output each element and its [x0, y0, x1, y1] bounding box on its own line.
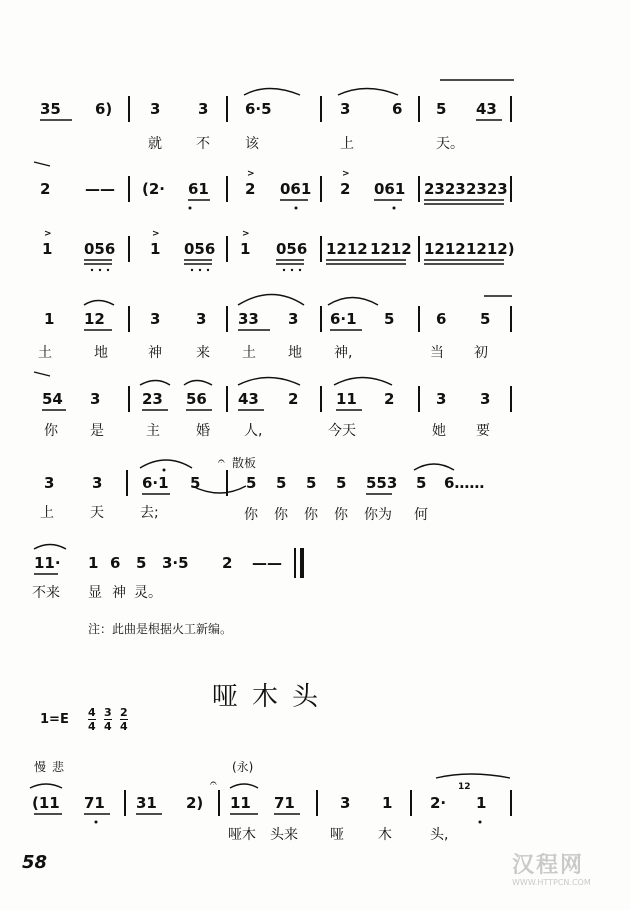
octave-dot: [199, 269, 201, 271]
slur: [328, 298, 378, 306]
barline: [226, 306, 228, 332]
barline: [128, 386, 130, 412]
note: 3: [480, 390, 491, 408]
lyric: 你: [44, 423, 58, 439]
octave-dot: [283, 269, 285, 271]
note: 2: [40, 180, 51, 198]
note: 5: [276, 474, 287, 492]
slur: [338, 89, 398, 96]
note: 6: [436, 310, 447, 328]
lyric: 哑: [330, 827, 344, 843]
lyric: 她: [432, 423, 446, 439]
note-group: 43: [238, 390, 259, 408]
watermark-url: WWW.HTTPCN.COM: [512, 878, 591, 887]
footnote: 注：此曲是根据火工新编。: [88, 622, 233, 636]
note-group: 1212: [326, 240, 368, 258]
octave-dot: [291, 269, 293, 271]
octave-dot: [207, 269, 209, 271]
note: 1: [42, 240, 53, 258]
octave-dot: [91, 269, 93, 271]
note: 5: [384, 310, 395, 328]
note-group: 31: [136, 794, 157, 812]
barline: [418, 176, 420, 202]
barline: [218, 790, 220, 816]
note: 3: [44, 474, 55, 492]
sanban-marking: 散板: [232, 456, 257, 470]
note: 3: [90, 390, 101, 408]
note-group: 056: [184, 240, 216, 258]
note: 3: [288, 310, 299, 328]
note-group: 1212: [370, 240, 412, 258]
note: 5: [306, 474, 317, 492]
note: 3: [436, 390, 447, 408]
lyric: 神: [148, 345, 162, 361]
note: 1: [44, 310, 55, 328]
barline: [510, 386, 512, 412]
note-group: 6·1: [142, 474, 169, 492]
note-group: 553: [366, 474, 398, 492]
note: 2: [222, 554, 233, 572]
note: 5: [136, 554, 147, 572]
slur: [238, 378, 300, 386]
lyric: 你: [274, 507, 288, 523]
barline: [510, 790, 512, 816]
barline: [128, 306, 130, 332]
slur: [334, 378, 392, 386]
octave-dot: [189, 207, 192, 210]
lyric: 地: [288, 345, 302, 361]
note-group: 35: [40, 100, 61, 118]
lyric: 不来: [32, 585, 60, 601]
lyric: 木: [378, 827, 392, 843]
intro-tag: (永): [232, 760, 254, 774]
note: 5: [190, 474, 201, 492]
note: 5: [436, 100, 447, 118]
tempo-marking: 慢悲: [34, 760, 71, 774]
barline: [418, 386, 420, 412]
note-group: 2·: [430, 794, 447, 812]
accent-mark: >: [247, 169, 255, 179]
lyric: 你: [334, 507, 348, 523]
final-barline-thick: [300, 548, 304, 578]
lyric: 你: [304, 507, 318, 523]
lyric: 显: [88, 585, 102, 601]
note: 1: [150, 240, 161, 258]
note-group: 11: [336, 390, 357, 408]
note-group: 43: [476, 100, 497, 118]
lyric: 土: [242, 345, 256, 361]
note: 3: [150, 100, 161, 118]
barline: [226, 386, 228, 412]
lyric: 去;: [140, 505, 159, 521]
note-group: 2): [186, 794, 204, 812]
note: 3: [198, 100, 209, 118]
barline: [320, 96, 322, 122]
note-group: (11: [32, 794, 60, 812]
barline: [226, 236, 228, 262]
note-group: 12: [84, 310, 105, 328]
page-number: 58: [22, 852, 48, 873]
meter-4-4: 4 4: [88, 706, 96, 733]
octave-dot: [107, 269, 109, 271]
tie: [34, 372, 50, 376]
note-group: 61: [188, 180, 209, 198]
note: 2: [384, 390, 395, 408]
slur: [84, 301, 114, 306]
octave-dot: [299, 269, 301, 271]
lyric: 天。: [436, 136, 464, 152]
lyric: 初: [474, 345, 488, 361]
barline: [226, 176, 228, 202]
barline: [226, 470, 228, 496]
note: 5: [480, 310, 491, 328]
final-barline-thin: [294, 548, 296, 578]
octave-dot: [295, 207, 298, 210]
note-group: 056: [84, 240, 116, 258]
barline: [510, 96, 512, 122]
key-signature: 1=E: [40, 712, 69, 727]
barline: [124, 790, 126, 816]
barline: [510, 176, 512, 202]
accent-mark: >: [44, 229, 52, 239]
watermark-name: 汉程网: [512, 853, 585, 878]
note-group: 23: [142, 390, 163, 408]
note: 1: [88, 554, 99, 572]
lyric: 要: [476, 423, 490, 439]
octave-dot: [99, 269, 101, 271]
note: 2: [245, 180, 256, 198]
octave-dot: [191, 269, 193, 271]
note: 3: [340, 100, 351, 118]
barline: [320, 386, 322, 412]
slur: [238, 295, 304, 306]
lyric: 是: [90, 423, 104, 439]
note-group: 54: [42, 390, 63, 408]
barline: [418, 96, 420, 122]
lyric: 何: [414, 507, 428, 523]
lyric: 天: [90, 505, 104, 521]
octave-dot: [393, 207, 396, 210]
dash: ——: [252, 554, 282, 572]
note-group: 71: [274, 794, 295, 812]
note: 5: [246, 474, 257, 492]
note: 1: [382, 794, 393, 812]
lyric: 哑木: [228, 827, 256, 843]
dash: ——: [85, 180, 115, 198]
note-group: 061: [280, 180, 312, 198]
lyric: 今天: [328, 423, 356, 439]
lyric: 头来: [270, 827, 298, 843]
octave-dot: [163, 469, 166, 472]
barline: [226, 96, 228, 122]
note-group: 1212: [424, 240, 466, 258]
accent-mark: >: [342, 169, 350, 179]
slur: [30, 784, 62, 788]
note: 3: [92, 474, 103, 492]
lyric: 当: [430, 345, 444, 361]
note-group: 56: [186, 390, 207, 408]
note: 6: [392, 100, 403, 118]
tie: [34, 162, 50, 166]
note: 1: [476, 794, 487, 812]
note: 3: [196, 310, 207, 328]
lyric: 头,: [430, 827, 449, 843]
slur: [244, 89, 300, 96]
note-group: 6): [95, 100, 113, 118]
lyric: 不: [196, 136, 210, 152]
lyric: 上: [340, 136, 354, 152]
lyric: 来: [196, 345, 210, 361]
barline: [128, 236, 130, 262]
note-group: 33: [238, 310, 259, 328]
lyric: 主: [146, 423, 160, 439]
note-group: 3·5: [162, 554, 189, 572]
lyric: 你为: [364, 507, 392, 523]
barline: [128, 176, 130, 202]
lyric: 灵。: [134, 585, 162, 601]
barline: [320, 306, 322, 332]
song-title: 哑木头: [212, 682, 333, 712]
note-group: 11·: [34, 554, 61, 572]
slur: [140, 460, 192, 468]
slur: [230, 784, 258, 788]
note-group: 6·1: [330, 310, 357, 328]
note: 2: [288, 390, 299, 408]
barline: [510, 306, 512, 332]
lyric: 你: [244, 507, 258, 523]
tie: [436, 774, 510, 778]
grace-note: 12: [458, 782, 471, 792]
lyric: 神,: [334, 345, 353, 361]
note: 5: [416, 474, 427, 492]
octave-dot: [479, 821, 482, 824]
note-group: 2323: [466, 180, 508, 198]
barline: [126, 470, 128, 496]
lyric: 地: [94, 345, 108, 361]
note: 3: [150, 310, 161, 328]
note-group: 71: [84, 794, 105, 812]
barline: [410, 790, 412, 816]
note: 6: [110, 554, 121, 572]
note-group: 2323: [424, 180, 466, 198]
fermata-icon: 𝄐: [210, 776, 217, 790]
lyric: 人,: [244, 423, 263, 439]
note: 2: [340, 180, 351, 198]
lyric: 上: [40, 505, 54, 521]
barline: [418, 306, 420, 332]
accent-mark: >: [152, 229, 160, 239]
note-group: 6·5: [245, 100, 272, 118]
note: 1: [240, 240, 251, 258]
barline: [320, 176, 322, 202]
note-group: 6……: [444, 474, 485, 492]
octave-dot: [95, 821, 98, 824]
barline: [128, 96, 130, 122]
lyric: 土: [38, 345, 52, 361]
note: 3: [340, 794, 351, 812]
slur: [34, 545, 66, 550]
note-group: 11: [230, 794, 251, 812]
barline: [320, 236, 322, 262]
slur: [184, 381, 212, 386]
meter-3-4: 3 4: [104, 706, 112, 733]
fermata-icon: 𝄐: [218, 454, 225, 468]
note-group: 1212): [466, 240, 515, 258]
note-group: 061: [374, 180, 406, 198]
lyric: 婚: [196, 423, 210, 439]
accent-mark: >: [242, 229, 250, 239]
note: 5: [336, 474, 347, 492]
note-group: (2·: [142, 180, 165, 198]
lyric: 该: [245, 136, 259, 152]
lyric: 神: [112, 585, 126, 601]
barline: [316, 790, 318, 816]
slur: [414, 464, 454, 470]
slur: [140, 381, 170, 386]
note-group: 056: [276, 240, 308, 258]
lyric: 就: [148, 136, 162, 152]
barline: [418, 236, 420, 262]
meter-2-4: 2 4: [120, 706, 128, 733]
